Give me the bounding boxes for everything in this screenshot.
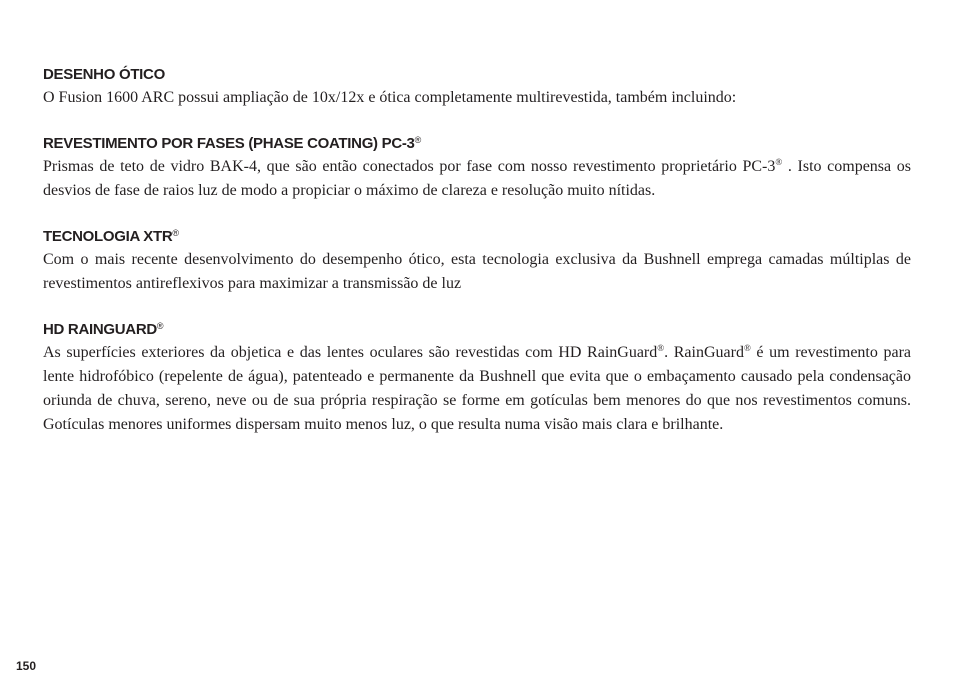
section-heading: TECNOLOGIA XTR® — [43, 228, 179, 245]
registered-mark: ® — [775, 157, 783, 167]
section-phase-coating — [43, 133, 911, 203]
registered-mark: ® — [172, 228, 179, 238]
registered-mark: ® — [414, 135, 421, 145]
registered-mark: ® — [743, 343, 751, 353]
registered-mark: ® — [657, 343, 665, 353]
section-heading: REVESTIMENTO POR FASES (PHASE COATING) PC-3® — [43, 135, 421, 152]
section-paragraph: As superfícies exteriores da objetica e das lentes oculares são revestidas com HD RainGuard®. RainGuard® é um revestimento para lente hidrofóbico (repelente de água), patenteado e permanente da Bushnell que evita que o embaçamento causado pela condensação oriunda de chuva, sereno, neve ou de sua própria respiração se forme em gotículas bem menores do que nos revestimentos comuns. Gotículas menores uniformes dispersam muito menos luz, o que resulta numa visão mais clara e brilhante. — [43, 343, 912, 433]
section-optical-design — [43, 64, 911, 110]
registered-mark: ® — [156, 321, 164, 331]
page-number: 150 — [16, 659, 37, 673]
section-paragraph: O Fusion 1600 ARC possui ampliação de 10x/12x e ótica completamente multirevestida, também incluindo: — [43, 89, 737, 106]
section-heading: DESENHO ÓTICO — [43, 66, 165, 83]
section-paragraph: Prismas de teto de vidro BAK-4, que são então conectados por fase com nosso revestimento proprietário PC-3® . Isto compensa os desvios de fase de raios luz de modo a propiciar o máximo de clareza e resolução muito nítidas. — [43, 157, 911, 199]
section-hd-rainguard — [43, 319, 911, 437]
section-heading: HD RAINGUARD® — [43, 321, 164, 338]
section-xtr-technology — [43, 226, 911, 296]
document-page — [43, 64, 911, 460]
section-paragraph: Com o mais recente desenvolvimento do desempenho ótico, esta tecnologia exclusiva da Bushnell emprega camadas múltiplas de revestimentos antireflexivos para maximizar a transmissão de luz — [43, 251, 911, 292]
